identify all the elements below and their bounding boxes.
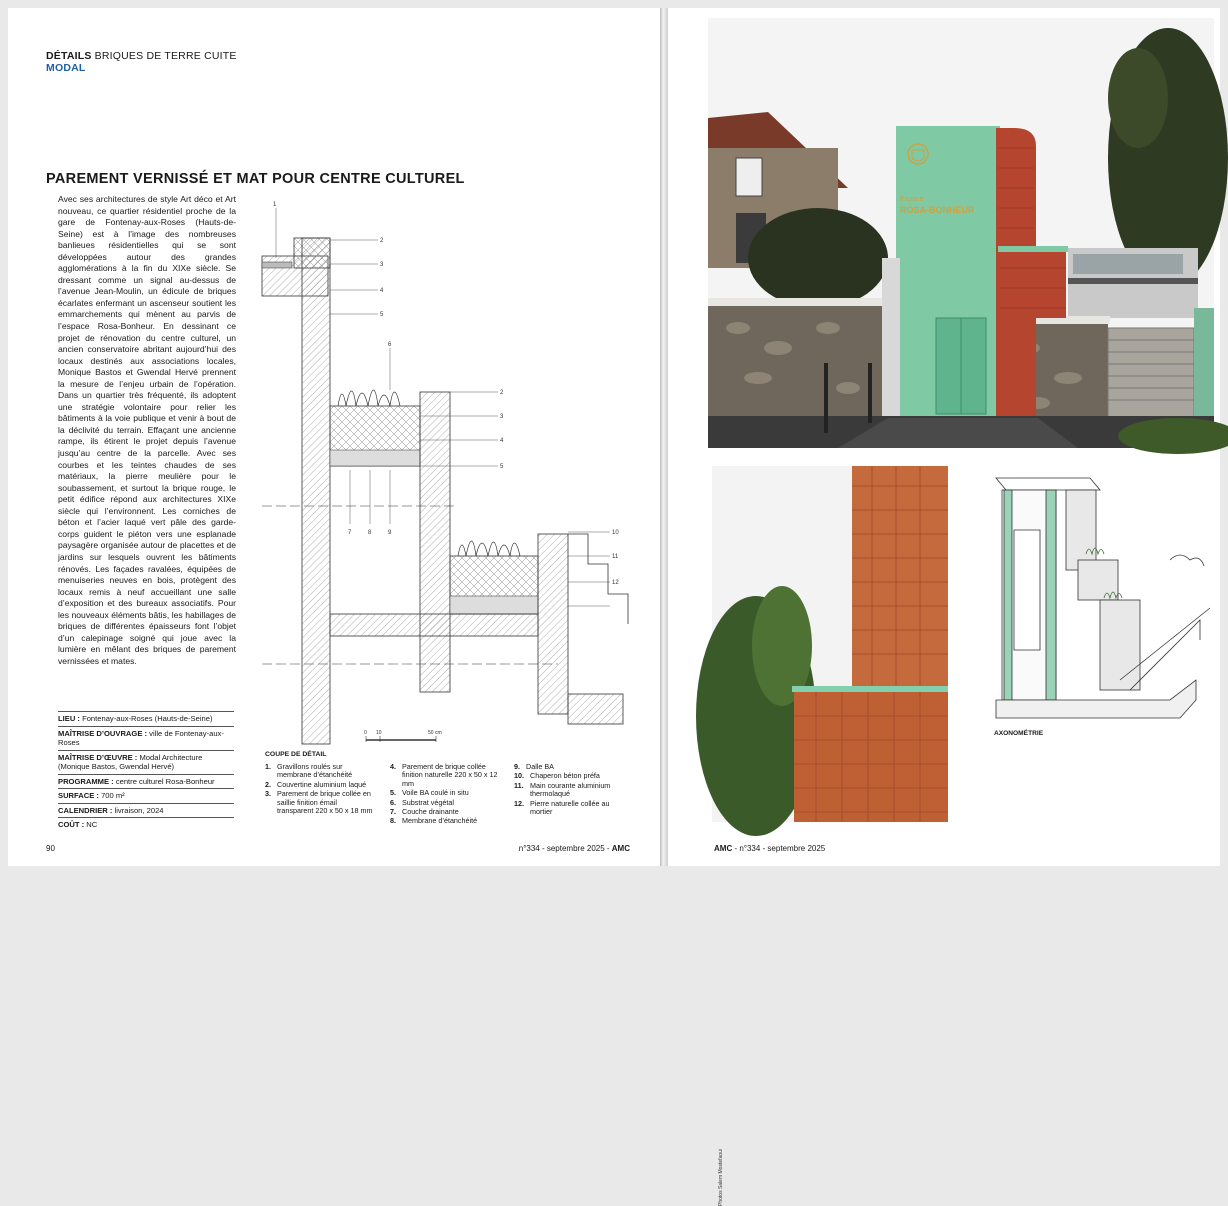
legend-column [265,763,375,816]
right-page [668,8,1220,1206]
legend-column [390,763,498,827]
callout-number: 9 [388,530,392,536]
fact-row: CALENDRIER : livraison, 2024 [58,803,234,818]
issue-footer-right: AMC - n°334 - septembre 2025 [714,844,826,853]
axonometric-drawing [990,470,1216,726]
callout-number: 7 [348,530,352,536]
fact-row: COÛT : NC [58,817,234,832]
issue-footer-left: n°334 - septembre 2025 - AMC [518,844,630,853]
building-photo [708,18,1214,448]
legend-item: 4. Parement de brique collée finition naturelle 220 x 50 x 12 mm [390,762,498,788]
legend-column [514,763,614,817]
gutter [660,8,668,866]
project-facts [58,711,234,832]
legend-item: 10. Chaperon béton préfa [514,771,600,781]
axonometric-caption: AXONOMÉTRIE [994,730,1044,737]
sign-line2: ROSA-BONHEUR [900,205,975,215]
callout-number: 10 [612,530,619,536]
callout-number: 5 [500,464,504,470]
section-label: DÉTAILS [46,50,92,62]
callout-number: 6 [388,342,392,348]
legend-item: 8. Membrane d’étanchéité [390,816,478,826]
legend-item: 5. Voile BA coulé in situ [390,788,469,798]
callout-number: 5 [380,312,384,318]
sign-line1: Espace [900,196,924,203]
callout-number: 2 [500,390,504,396]
article-body: Avec ses architectures de style Art déco et Art nouveau, ce quartier résidentiel proche de la gare de Fontenay-aux-Roses (Hauts-de-Seine) est à l’image des nombreuses banlieues résidentielles qui se sont développées autour des grandes agglomérations à la fin du XIXe siècle. Se dressant comme un signal au-dessus de l’avenue Jean-Moulin, un édicule de briques écarlates enfermant un ascenseur soutient les emmarchements qui mènent au parvis de l’espace Rosa-Bonheur. En dessinant ce projet de rénovation du centre culturel, un ancien conservatoire abritant aujourd’hui des locaux destinés aux associations locales, Monique Bastos et Gwendal Hervé prennent la mesure de l’enjeu urbain de l’opération. Dans un quartier très fréquenté, ils adoptent une stratégie volontaire pour relier les bâtiments à la voie publique et venir à bout de la déclivité du terrain. Effaçant une ancienne rampe, ils étirent le projet depuis l’avenue jusqu’au centre de la parcelle. Avec ses courbes et les teintes chaudes de ses matériaux, la pierre meulière pour le soubassement, et surtout la brique rouge, le petit édifice répond aux architectures XIXe siècle qui l’environnent. Les corniches de béton et l’acier laqué vert pâle des garde-corps guident le piéton vers une esplanade paysagère organisée autour de placettes et de jardins sur lesquels ouvrent les bâtiments rénovés. Les façades ravalées, équipées de menuiseries neuves en bois, protègent des locaux remis à neuf accueillant une salle d’exposition et des bureaux associatifs. Pour les nouveaux éléments bâtis, les habillages de briques de différentes épaisseurs font l’objet d’un calepinage soigné qui joue avec la lumière en mêlant des briques de parement vernissées et mates. [58,194,236,666]
legend-item: 7. Couche drainante [390,807,459,817]
scale-ten: 10 [376,730,382,736]
legend-item: 11. Main courante aluminium thermolaqué [514,780,611,799]
legend-item: 6. Substrat végétal [390,797,454,807]
detail-section-drawing [258,194,628,744]
callout-number: 4 [500,438,504,444]
scale-fifty: 50 cm [428,730,442,736]
callout-number: 12 [612,580,619,586]
topic-label: BRIQUES DE TERRE CUITE [94,50,237,62]
legend-title: COUPE DE DÉTAIL [265,751,327,758]
legend-item: 2. Couvertine aluminium laqué [265,779,367,789]
legend-item: 3. Parement de brique collée en saillie finition émail transparent 220 x 50 x 18 mm [265,789,373,816]
page-number: 90 [46,844,55,853]
photo-credit: Photos Salem Mostefaoui [718,1149,724,1206]
article-title: PAREMENT VERNISSÉ ET MAT POUR CENTRE CULTUREL [46,171,465,187]
callout-number: 4 [380,288,384,294]
callout-number: 2 [380,238,384,244]
fact-row: LIEU : Fontenay-aux-Roses (Hauts-de-Seine) [58,711,234,726]
callout-number: 3 [500,414,504,420]
fact-row: MAÎTRISE D’ŒUVRE : Modal Architecture (Monique Bastos, Gwendal Hervé) [58,750,234,774]
callout-number: 8 [368,530,372,536]
fact-row: SURFACE : 700 m² [58,788,234,803]
legend-item: 1. Gravillons roulés sur membrane d’étanchéité [265,762,353,780]
left-page [8,8,660,866]
callout-number: 3 [380,262,384,268]
section-header [46,50,237,74]
firm-label: MODAL [46,62,86,74]
scale-zero: 0 [364,730,367,736]
callout-number: 11 [612,554,619,560]
fact-row: PROGRAMME : centre culturel Rosa-Bonheur [58,774,234,789]
legend-item: 12. Pierre naturelle collée au mortier [514,798,610,817]
legend-item: 9. Dalle BA [514,762,554,771]
fact-row: MAÎTRISE D’OUVRAGE : ville de Fontenay-aux-Roses [58,726,234,750]
callout-number: 1 [273,202,277,208]
